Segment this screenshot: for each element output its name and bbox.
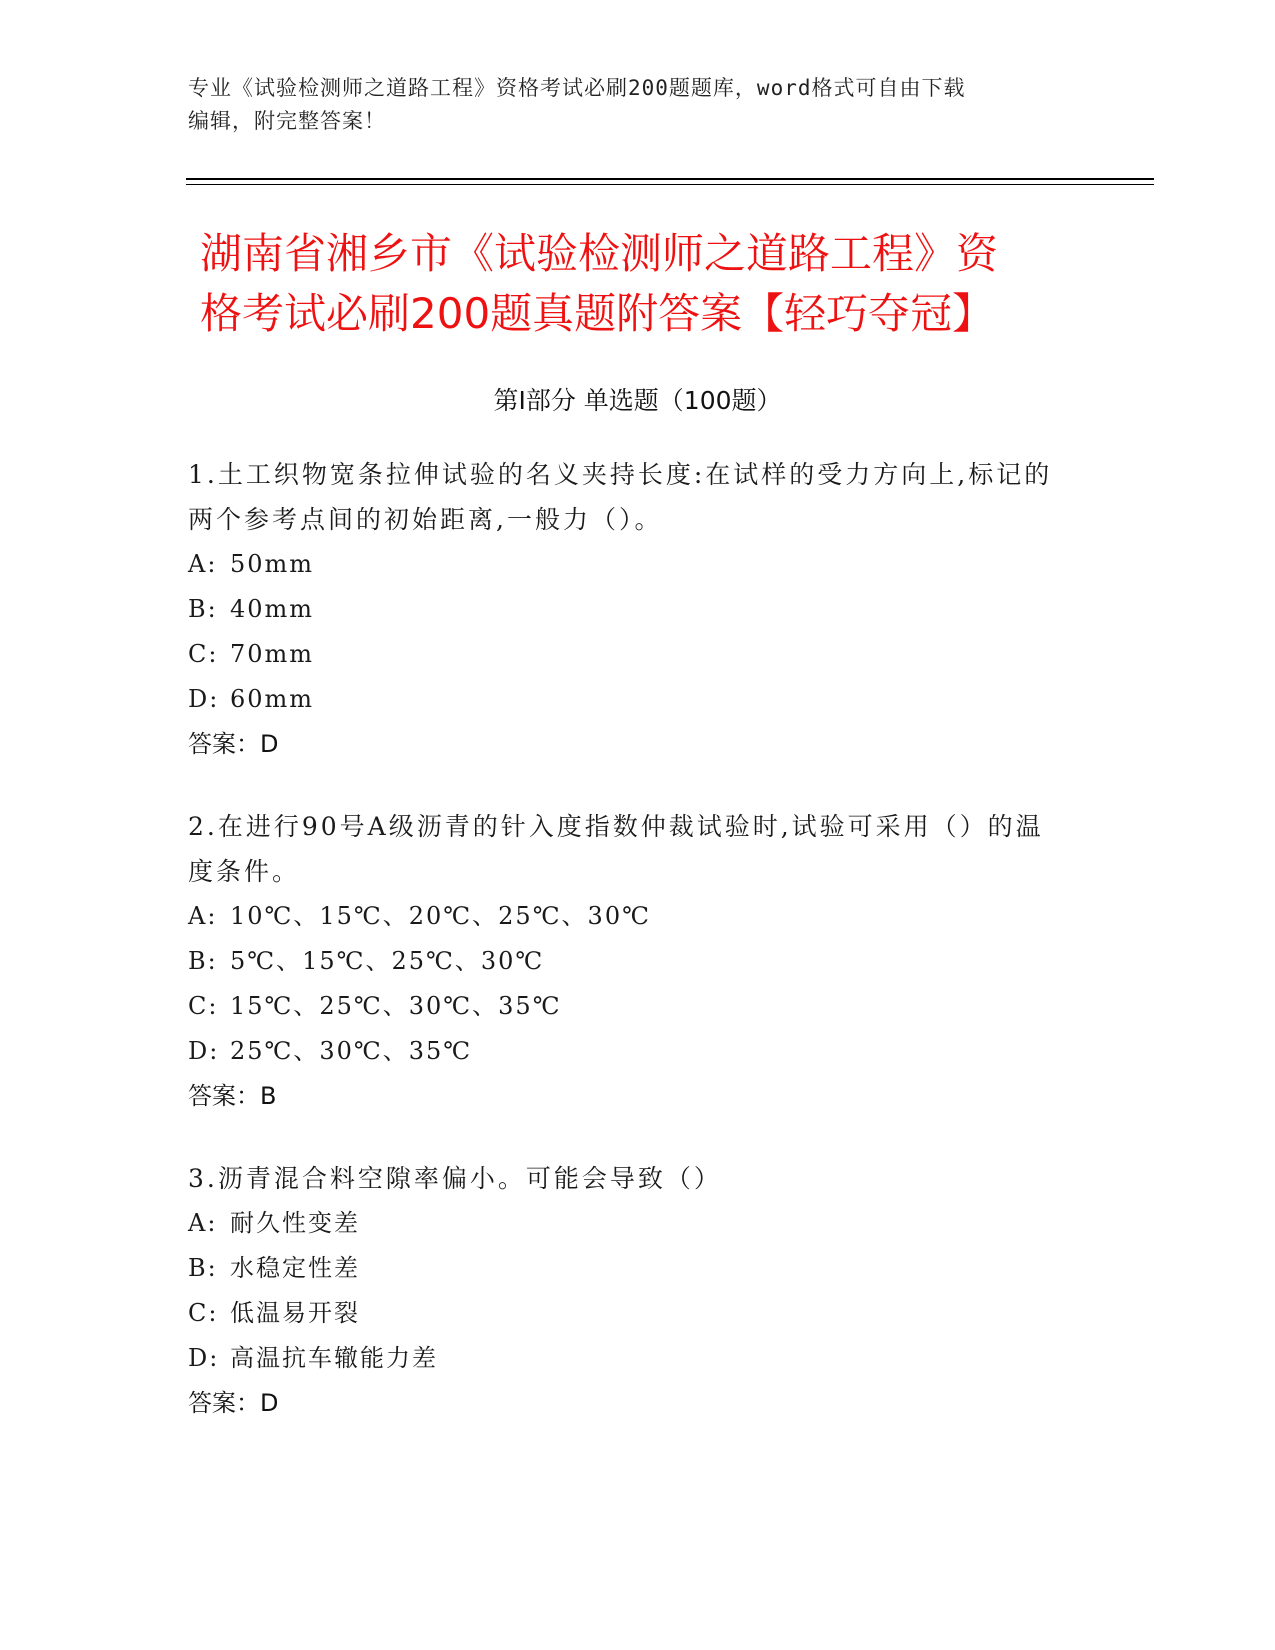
question-stem: 3.沥青混合料空隙率偏小。可能会导致（）	[188, 1164, 722, 1193]
option-letter: B:	[188, 1254, 218, 1282]
option-letter: D:	[188, 685, 220, 713]
option-letter: C:	[188, 992, 219, 1020]
option-text: 25℃、30℃、35℃	[230, 1037, 473, 1065]
document-title-line1: 湖南省湘乡市《试验检测师之道路工程》资	[200, 229, 999, 278]
option-letter: A:	[188, 1209, 218, 1237]
option-letter: D:	[188, 1037, 220, 1065]
option-a	[188, 542, 1068, 587]
option-d	[188, 1029, 1068, 1074]
option-a	[188, 1201, 1068, 1246]
option-a	[188, 894, 1068, 939]
option-d	[188, 677, 1068, 722]
header-note	[188, 72, 1088, 138]
answer-label: 答案：D	[188, 1389, 279, 1417]
option-letter: B:	[188, 595, 218, 623]
header-note-line1: 专业《试验检测师之道路工程》资格考试必刷200题题库，word格式可自由下载	[188, 76, 966, 100]
answer-label: 答案：B	[188, 1082, 277, 1110]
question-2	[188, 804, 1068, 1119]
document-title	[200, 224, 1100, 344]
option-b	[188, 939, 1068, 984]
option-b	[188, 1246, 1068, 1291]
option-text: 40mm	[230, 595, 315, 623]
option-b	[188, 587, 1068, 632]
option-text: 高温抗车辙能力差	[230, 1344, 438, 1372]
question-3	[188, 1156, 1068, 1426]
option-text: 15℃、25℃、30℃、35℃	[230, 992, 562, 1020]
question-stem: 2.在进行90号A级沥青的针入度指数仲裁试验时,试验可采用（）的温度条件。	[188, 812, 1044, 886]
option-d	[188, 1336, 1068, 1381]
option-letter: C:	[188, 1299, 219, 1327]
option-text: 低温易开裂	[230, 1299, 360, 1327]
section-title: 第Ⅰ部分 单选题（100题）	[493, 386, 782, 415]
option-letter: C:	[188, 640, 219, 668]
question-1	[188, 452, 1068, 767]
option-text: 70mm	[230, 640, 315, 668]
option-letter: D:	[188, 1344, 220, 1372]
option-letter: B:	[188, 947, 218, 975]
option-text: 耐久性变差	[230, 1209, 360, 1237]
option-text: 10℃、15℃、20℃、25℃、30℃	[230, 902, 651, 930]
option-c	[188, 1291, 1068, 1336]
document-title-line2: 格考试必刷200题真题附答案【轻巧夺冠】	[200, 289, 995, 338]
option-text: 水稳定性差	[230, 1254, 360, 1282]
header-divider-thin	[186, 184, 1154, 185]
header-divider-thick	[186, 178, 1154, 180]
option-c	[188, 632, 1068, 677]
option-letter: A:	[188, 550, 218, 578]
option-text: 60mm	[230, 685, 315, 713]
header-note-line2: 编辑，附完整答案！	[188, 109, 386, 133]
option-text: 5℃、15℃、25℃、30℃	[230, 947, 545, 975]
question-stem: 1.土工织物宽条拉伸试验的名义夹持长度:在试样的受力方向上,标记的两个参考点间的初始距离,一般力（）。	[188, 460, 1053, 534]
option-c	[188, 984, 1068, 1029]
option-letter: A:	[188, 902, 218, 930]
answer-label: 答案：D	[188, 730, 279, 758]
option-text: 50mm	[230, 550, 315, 578]
